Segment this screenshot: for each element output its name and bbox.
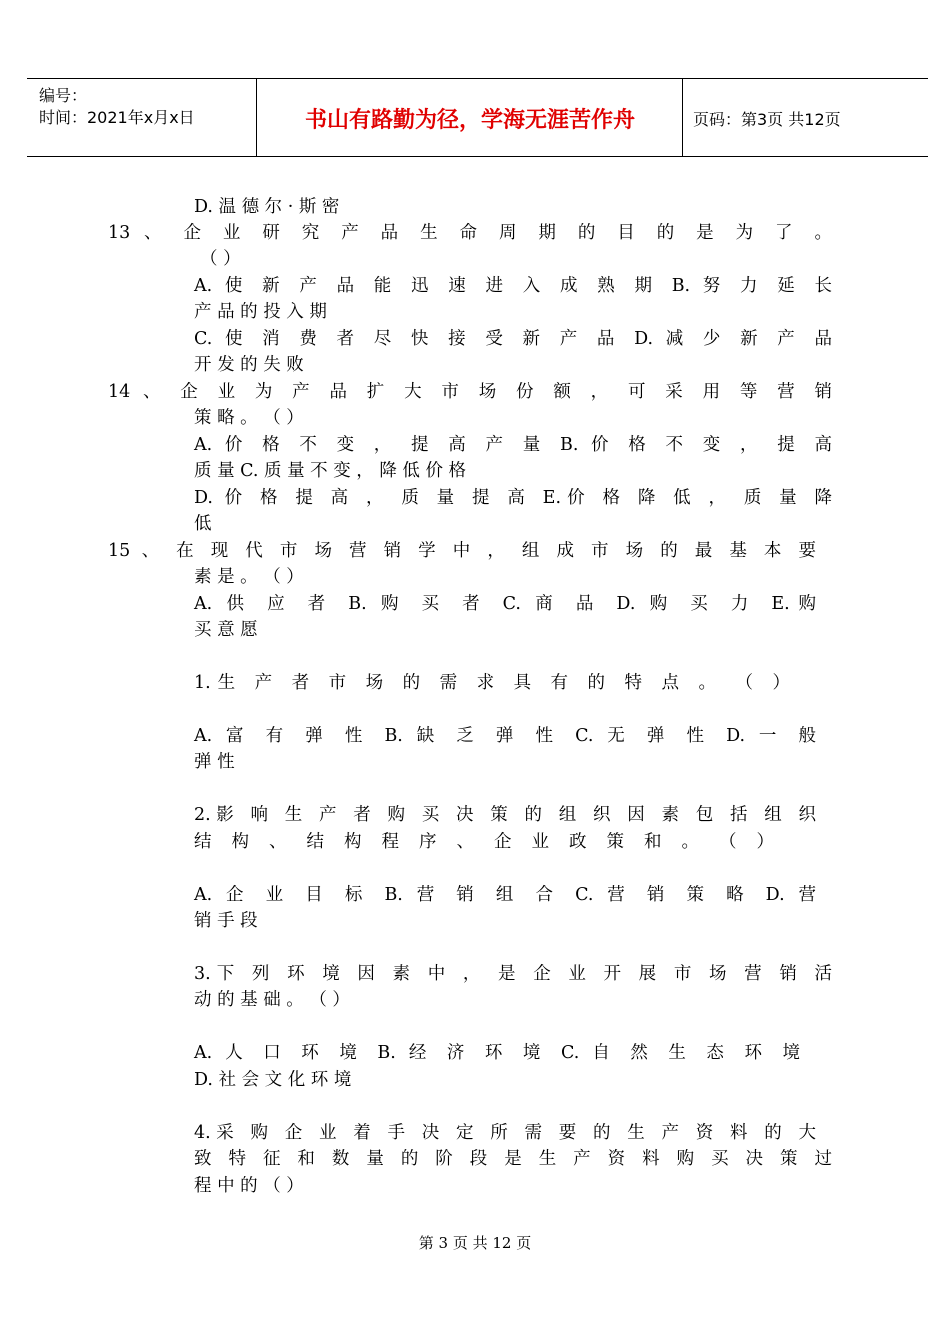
header-meta: [39, 85, 267, 129]
text-line: A. 人 口 环 境 B. 经 济 环 境 C. 自 然 生 态 环 境: [194, 1043, 800, 1063]
text-line: D. 社 会 文 化 环 境: [194, 1070, 352, 1090]
text-line: 1.生 产 者 市 场 的 需 求 具 有 的 特 点 。 （ ）: [194, 673, 790, 693]
text-line: 13 、 企 业 研 究 产 品 生 命 周 期 的 目 的 是 为 了 。: [108, 223, 832, 243]
text-line: 14 、 企 业 为 产 品 扩 大 市 场 份 额 ， 可 采 用 等 营 销: [108, 382, 832, 402]
text-line: 开 发 的 失 败: [194, 355, 304, 375]
text-line: 质 量 C. 质 量 不 变 ， 降 低 价 格: [194, 461, 467, 481]
text-line: 3.下 列 环 境 因 素 中 ， 是 企 业 开 展 市 场 营 销 活: [194, 964, 832, 984]
header-divider: [682, 79, 683, 156]
text-line: 动 的 基 础 。 （ ）: [194, 990, 350, 1010]
text-line: 销 手 段: [194, 911, 258, 931]
text-line: （ ）: [200, 249, 241, 269]
text-line: 4.采 购 企 业 着 手 决 定 所 需 要 的 生 产 资 料 的 大: [194, 1123, 816, 1143]
text-line: A. 供 应 者 B. 购 买 者 C. 商 品 D. 购 买 力 E.购: [194, 594, 816, 614]
time-label: 时间：2021年x月x日: [39, 108, 195, 127]
page-footer: 第 3 页 共 12 页: [418, 1234, 532, 1252]
text-line: A. 使 新 产 品 能 迅 速 进 入 成 熟 期 B. 努 力 延 长: [194, 276, 832, 296]
text-line: C. 使 消 费 者 尽 快 接 受 新 产 品 D. 减 少 新 产 品: [194, 329, 832, 349]
page-header: [27, 78, 928, 157]
text-line: 产 品 的 投 入 期: [194, 302, 327, 322]
number-label: 编号：: [39, 86, 88, 105]
header-motto: 书山有路勤为径，学海无涯苦作舟: [304, 108, 635, 133]
text-line: 程 中 的 （ ）: [194, 1176, 304, 1196]
text-line: 买 意 愿: [194, 620, 258, 640]
text-line: 低: [194, 514, 212, 534]
text-line: 策 略 。 （ ）: [194, 408, 304, 428]
text-line: A. 富 有 弹 性 B. 缺 乏 弹 性 C. 无 弹 性 D. 一 般: [194, 726, 816, 746]
text-line: A. 价 格 不 变 ， 提 高 产 量 B. 价 格 不 变 ， 提 高: [194, 435, 832, 455]
text-line: D. 价 格 提 高 ， 质 量 提 高 E.价 格 降 低 ， 质 量 降: [194, 488, 832, 508]
text-line: A. 企 业 目 标 B. 营 销 组 合 C. 营 销 策 略 D. 营: [194, 885, 816, 905]
text-line: D. 温 德 尔 · 斯 密: [194, 197, 340, 217]
text-line: 15 、 在 现 代 市 场 营 销 学 中 ， 组 成 市 场 的 最 基 本 要: [108, 541, 816, 561]
header-page-label: 页码：第3页 共12页: [693, 110, 841, 129]
text-line: 素 是 。 （ ）: [194, 567, 304, 587]
text-line: 致 特 征 和 数 量 的 阶 段 是 生 产 资 料 购 买 决 策 过: [194, 1149, 832, 1169]
text-line: 弹 性: [194, 752, 235, 772]
text-line: 2.影 响 生 产 者 购 买 决 策 的 组 织 因 素 包 括 组 织: [194, 805, 816, 825]
text-line: 结 构 、 结 构 程 序 、 企 业 政 策 和 。 （ ）: [194, 832, 774, 852]
